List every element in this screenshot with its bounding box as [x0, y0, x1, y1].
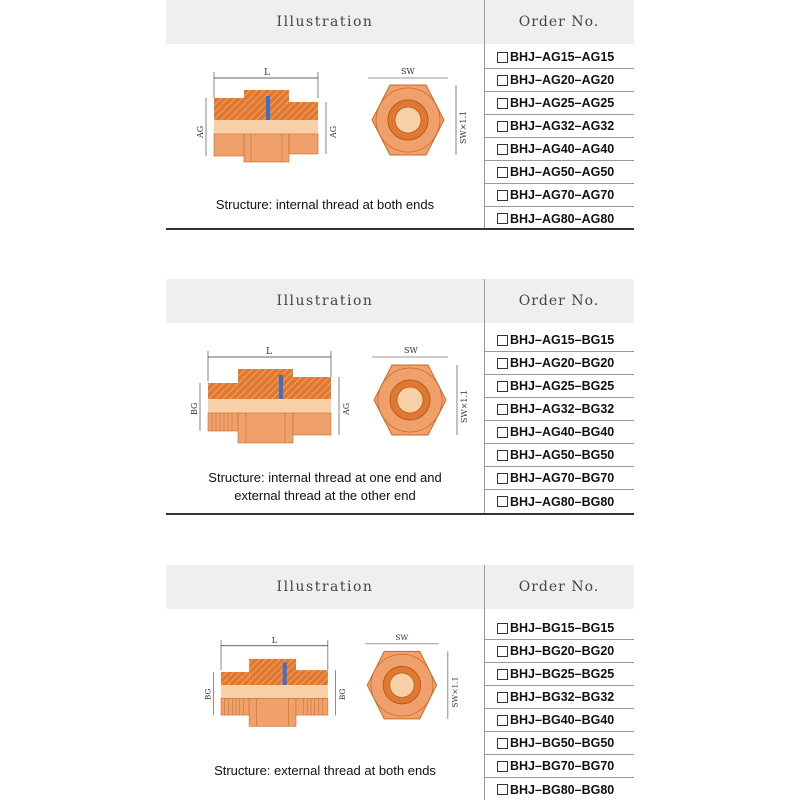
checkbox-icon[interactable]	[497, 335, 508, 346]
checkbox-icon[interactable]	[497, 358, 508, 369]
spec-block-1	[166, 0, 634, 230]
checkbox-icon[interactable]	[497, 98, 508, 109]
checkbox-icon[interactable]	[497, 496, 508, 507]
order-header: Order No.	[518, 579, 600, 595]
order-list	[485, 46, 634, 230]
order-item[interactable]: BHJ–AG50–BG50	[485, 444, 634, 467]
order-item[interactable]: BHJ–BG80–BG80	[485, 778, 634, 801]
spec-block-2	[166, 279, 634, 515]
sw-label: SW	[395, 633, 409, 643]
order-item[interactable]: BHJ–AG15–AG15	[485, 46, 634, 69]
order-item[interactable]: BHJ–AG32–AG32	[485, 115, 634, 138]
sw-side-label: SW×1.1	[450, 676, 460, 708]
structure-caption-line-2: external thread at the other end	[234, 488, 416, 503]
right-thread-label: AG	[329, 125, 338, 138]
checkbox-icon[interactable]	[497, 784, 508, 795]
sw-side-label: SW×1.1	[460, 389, 469, 423]
left-thread-label: BG	[190, 402, 199, 415]
checkbox-icon[interactable]	[497, 450, 508, 461]
fitting-drawing	[176, 339, 476, 444]
order-item[interactable]: BHJ–AG15–BG15	[485, 329, 634, 352]
checkbox-icon[interactable]	[497, 646, 508, 657]
checkbox-icon[interactable]	[497, 167, 508, 178]
order-item[interactable]: BHJ–BG20–BG20	[485, 640, 634, 663]
checkbox-icon[interactable]	[497, 404, 508, 415]
sw-label: SW	[404, 346, 418, 355]
checkbox-icon[interactable]	[497, 121, 508, 132]
checkbox-icon[interactable]	[497, 190, 508, 201]
checkbox-icon[interactable]	[497, 213, 508, 224]
checkbox-icon[interactable]	[497, 692, 508, 703]
fitting-drawing	[176, 627, 476, 732]
left-thread-label: BG	[203, 688, 213, 701]
order-item[interactable]: BHJ–BG32–BG32	[485, 686, 634, 709]
illustration-header: Illustration	[276, 293, 374, 309]
checkbox-icon[interactable]	[497, 623, 508, 634]
fitting-drawing	[176, 58, 476, 163]
length-label: L	[271, 634, 278, 645]
order-item[interactable]: BHJ–AG70–BG70	[485, 467, 634, 490]
checkbox-icon[interactable]	[497, 738, 508, 749]
illustration-header: Illustration	[276, 14, 374, 30]
structure-caption: Structure: internal thread at both ends	[215, 197, 435, 212]
order-item[interactable]: BHJ–AG25–BG25	[485, 375, 634, 398]
order-list	[485, 329, 634, 513]
order-item[interactable]: BHJ–BG70–BG70	[485, 755, 634, 778]
order-item[interactable]: BHJ–AG20–BG20	[485, 352, 634, 375]
checkbox-icon[interactable]	[497, 761, 508, 772]
side-view	[196, 68, 338, 162]
checkbox-icon[interactable]	[497, 381, 508, 392]
structure-caption-line-1: Structure: internal thread at one end and	[208, 470, 442, 485]
table-header	[166, 565, 634, 609]
right-thread-label: AG	[342, 402, 351, 415]
checkbox-icon[interactable]	[497, 144, 508, 155]
illustration-header: Illustration	[276, 579, 374, 595]
order-item[interactable]: BHJ–BG40–BG40	[485, 709, 634, 732]
order-item[interactable]: BHJ–AG40–AG40	[485, 138, 634, 161]
length-label: L	[266, 347, 272, 357]
right-thread-label: BG	[337, 688, 347, 701]
table-header	[166, 0, 634, 44]
checkbox-icon[interactable]	[497, 52, 508, 63]
order-item[interactable]: BHJ–AG20–AG20	[485, 69, 634, 92]
length-label: L	[264, 68, 270, 78]
end-view	[372, 346, 469, 435]
order-item[interactable]: BHJ–BG50–BG50	[485, 732, 634, 755]
order-item[interactable]: BHJ–AG25–AG25	[485, 92, 634, 115]
structure-caption: Structure: external thread at both ends	[214, 763, 436, 778]
side-view	[204, 635, 347, 726]
order-item[interactable]: BHJ–AG80–BG80	[485, 490, 634, 513]
checkbox-icon[interactable]	[497, 75, 508, 86]
order-item[interactable]: BHJ–AG80–AG80	[485, 207, 634, 230]
left-thread-label: AG	[196, 125, 205, 138]
sw-side-label: SW×1.1	[459, 110, 468, 144]
checkbox-icon[interactable]	[497, 669, 508, 680]
order-header: Order No.	[518, 293, 600, 309]
order-item[interactable]: BHJ–AG50–AG50	[485, 161, 634, 184]
checkbox-icon[interactable]	[497, 427, 508, 438]
end-view	[368, 67, 468, 155]
table-header	[166, 279, 634, 323]
order-item[interactable]: BHJ–BG15–BG15	[485, 617, 634, 640]
order-item[interactable]: BHJ–AG40–BG40	[485, 421, 634, 444]
end-view	[365, 633, 459, 719]
order-item[interactable]: BHJ–AG32–BG32	[485, 398, 634, 421]
checkbox-icon[interactable]	[497, 473, 508, 484]
spec-block-3	[166, 565, 634, 800]
checkbox-icon[interactable]	[497, 715, 508, 726]
sw-label: SW	[401, 67, 415, 76]
order-item[interactable]: BHJ–AG70–AG70	[485, 184, 634, 207]
order-item[interactable]: BHJ–BG25–BG25	[485, 663, 634, 686]
side-view	[190, 347, 351, 443]
order-header: Order No.	[518, 14, 600, 30]
order-list	[485, 617, 634, 801]
